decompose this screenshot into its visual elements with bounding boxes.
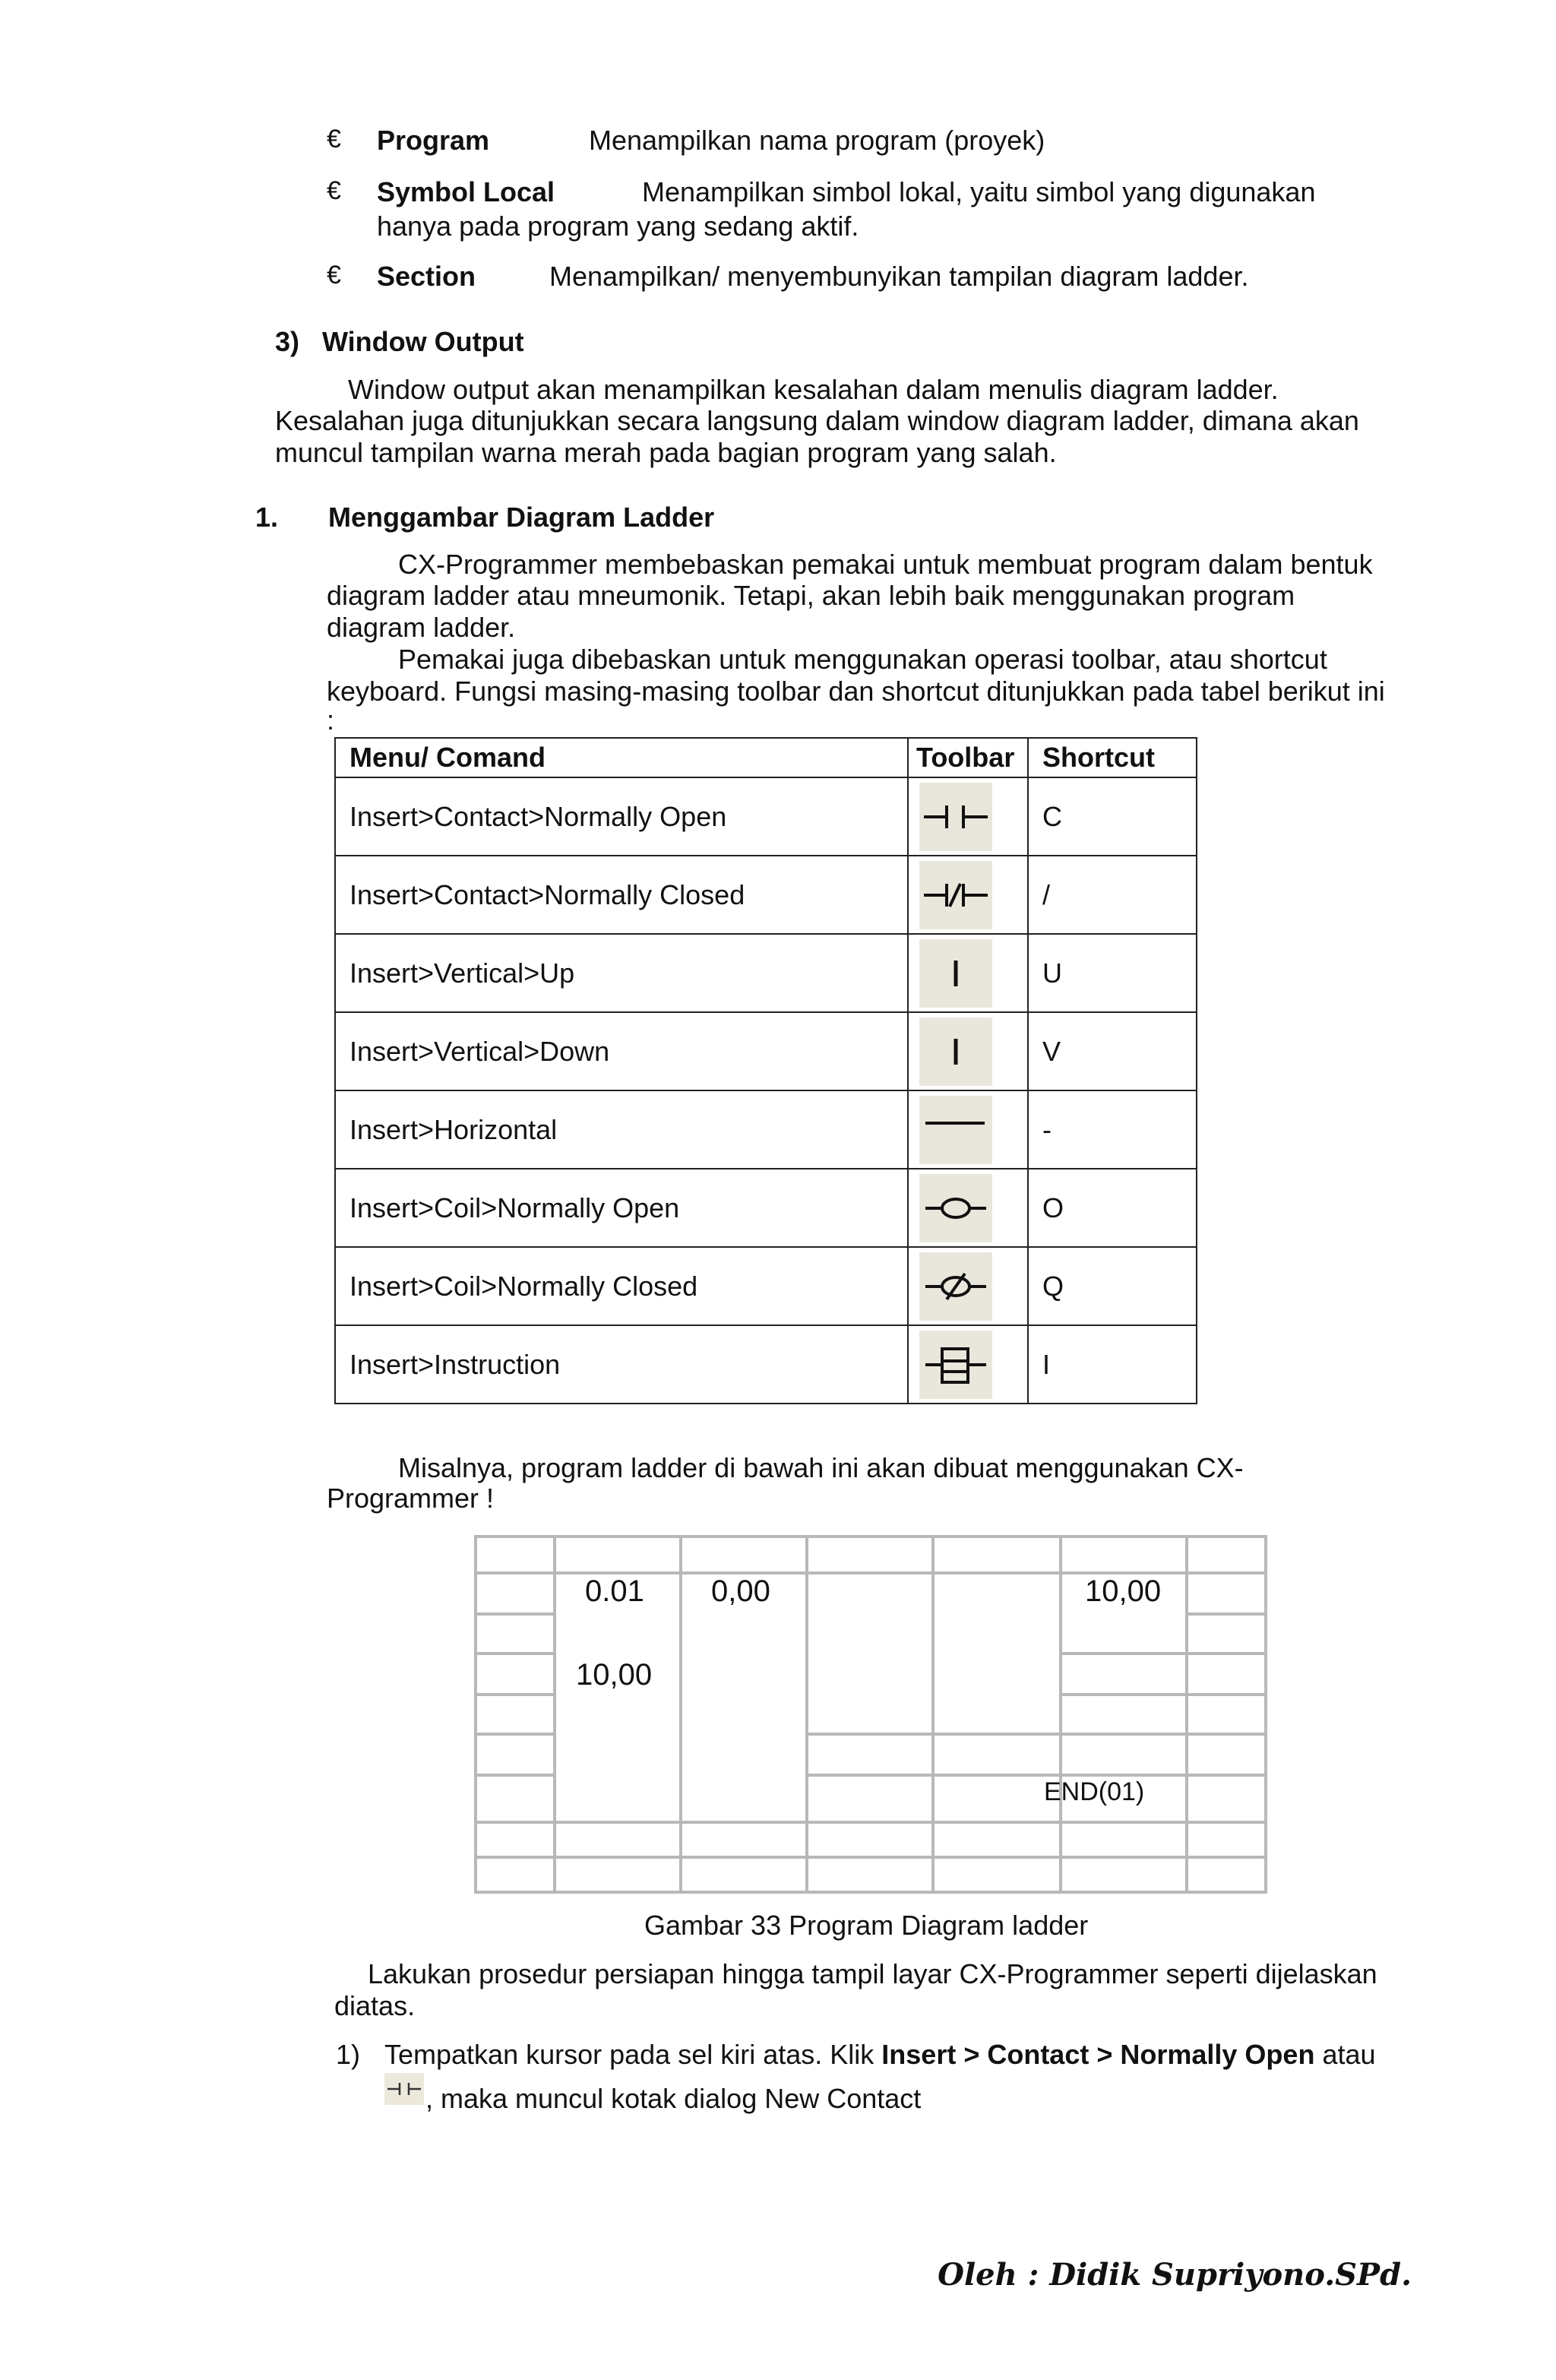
table-row <box>335 1325 1197 1404</box>
ladder-contact-2: 0,00 <box>711 1575 770 1608</box>
vertical-up-icon <box>919 939 992 1008</box>
bullet-symbol: € <box>327 176 341 205</box>
table-cell-menu: Insert>Coil>Normally Closed <box>335 1247 908 1325</box>
contact-no-icon <box>384 2073 424 2105</box>
table-row <box>335 777 1197 856</box>
table-cell-shortcut: / <box>1028 856 1197 934</box>
procedure-step-menu-path: Insert > Contact > Normally Open <box>881 2039 1315 2070</box>
table-cell-menu: Insert>Vertical>Up <box>335 934 908 1012</box>
procedure-step-tail: atau <box>1314 2039 1376 2070</box>
table-cell-shortcut: U <box>1028 934 1197 1012</box>
table-header-toolbar: Toolbar <box>908 738 1028 777</box>
table-cell-shortcut: - <box>1028 1090 1197 1169</box>
table-cell-menu: Insert>Contact>Normally Closed <box>335 856 908 934</box>
bullet-desc-section: Menampilkan/ menyembunyikan tampilan diagram ladder. <box>549 261 1249 292</box>
table-header-menu: Menu/ Comand <box>335 738 908 777</box>
command-table <box>334 737 1197 1404</box>
contact-no-icon <box>919 783 992 851</box>
figure-caption: Gambar 33 Program Diagram ladder <box>644 1910 1089 1941</box>
ladder-contact-1: 0.01 <box>585 1575 644 1608</box>
bullet-term-symbol-local: Symbol Local <box>377 176 555 207</box>
table-cell-shortcut: O <box>1028 1169 1197 1247</box>
procedure-intro-line2: diatas. <box>334 1990 416 2021</box>
table-cell-shortcut: Q <box>1028 1247 1197 1325</box>
bullet-desc-program: Menampilkan nama program (proyek) <box>589 125 1045 156</box>
table-cell-shortcut: I <box>1028 1325 1197 1404</box>
instruction-icon <box>919 1331 992 1399</box>
section-p2-line1: Pemakai juga dibebaskan untuk menggunakan operasi toolbar, atau shortcut <box>398 644 1327 675</box>
section-p1-line1: CX-Programmer membebaskan pemakai untuk membuat program dalam bentuk <box>398 549 1373 580</box>
coil-nc-icon <box>919 1252 992 1321</box>
ladder-end-instruction: END(01) <box>1044 1777 1145 1806</box>
bullet-term-program: Program <box>377 125 490 156</box>
table-cell-menu: Insert>Contact>Normally Open <box>335 777 908 856</box>
table-cell-menu: Insert>Vertical>Down <box>335 1012 908 1090</box>
example-line2: Programmer ! <box>327 1483 495 1514</box>
section-heading: Menggambar Diagram Ladder <box>328 502 715 533</box>
contact-nc-icon <box>919 861 992 929</box>
window-output-line1: Window output akan menampilkan kesalahan dalam menulis diagram ladder. <box>348 374 1279 405</box>
table-cell-menu: Insert>Horizontal <box>335 1090 908 1169</box>
coil-no-icon <box>919 1174 992 1242</box>
table-cell-menu: Insert>Coil>Normally Open <box>335 1169 908 1247</box>
vertical-down-icon <box>919 1018 992 1086</box>
table-row <box>335 1012 1197 1090</box>
section-p2-line2: keyboard. Fungsi masing-masing toolbar dan shortcut ditunjukkan pada tabel berikut ini <box>327 676 1385 707</box>
table-cell-shortcut: V <box>1028 1012 1197 1090</box>
bullet-desc-symbol-local-cont: hanya pada program yang sedang aktif. <box>377 210 859 242</box>
bullet-term-section: Section <box>377 261 476 292</box>
bullet-desc-symbol-local: Menampilkan simbol lokal, yaitu simbol yang digunakan <box>642 176 1316 207</box>
section-p1-line2: diagram ladder atau mneumonik. Tetapi, akan lebih baik menggunakan program <box>327 580 1295 611</box>
procedure-step-text: Tempatkan kursor pada sel kiri atas. Klik <box>384 2039 882 2070</box>
bullet-symbol: € <box>327 261 341 290</box>
ladder-latch-contact: 10,00 <box>576 1658 653 1692</box>
table-row <box>335 934 1197 1012</box>
table-row <box>335 856 1197 934</box>
author-signature: Oleh : Didik Supriyono.SPd. <box>938 2257 1412 2293</box>
procedure-step-number: 1) <box>336 2039 361 2070</box>
table-header-shortcut: Shortcut <box>1028 738 1197 777</box>
example-line1: Misalnya, program ladder di bawah ini akan dibuat menggunakan CX- <box>398 1452 1244 1483</box>
section-p1-line3: diagram ladder. <box>327 612 516 643</box>
table-row <box>335 1247 1197 1325</box>
table-cell-shortcut: C <box>1028 777 1197 856</box>
ladder-coil: 10,00 <box>1085 1575 1162 1608</box>
procedure-step-line2: , maka muncul kotak dialog New Contact <box>425 2083 922 2114</box>
table-row <box>335 1090 1197 1169</box>
procedure-intro-line1: Lakukan prosedur persiapan hingga tampil layar CX-Programmer seperti dijelaskan <box>368 1958 1377 1989</box>
table-row <box>335 1169 1197 1247</box>
section-p2-line3: : <box>327 704 335 736</box>
section-number: 1. <box>255 502 279 533</box>
table-header-row <box>335 738 1197 777</box>
bullet-symbol: € <box>327 125 341 153</box>
ladder-diagram <box>474 1535 1267 1894</box>
heading-window-output: 3) Window Output <box>275 326 524 357</box>
window-output-line2: Kesalahan juga ditunjukkan secara langsung dalam window diagram ladder, dimana akan <box>275 405 1359 436</box>
table-cell-menu: Insert>Instruction <box>335 1325 908 1404</box>
window-output-line3: muncul tampilan warna merah pada bagian program yang salah. <box>275 437 1057 468</box>
procedure-step-line1 <box>384 2038 1376 2071</box>
horizontal-line-icon <box>919 1096 992 1164</box>
